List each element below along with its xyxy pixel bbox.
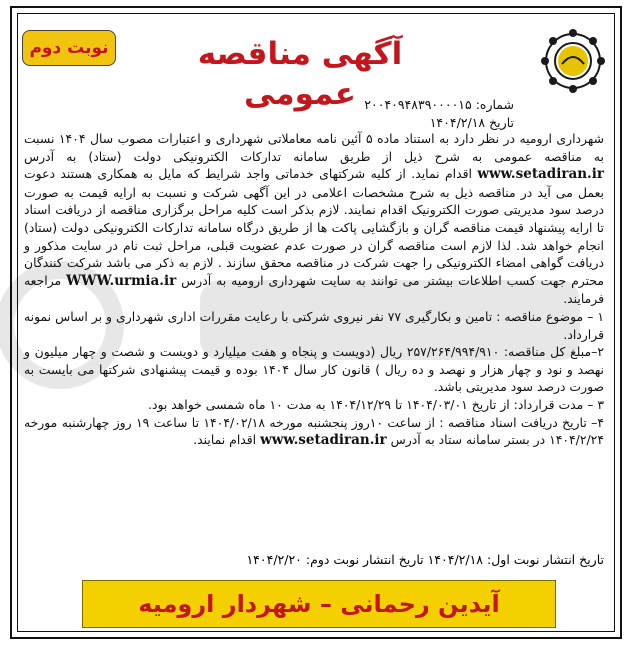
- item-document-date: [24, 414, 604, 450]
- item-duration: ۳ – مدت قرارداد: از تاریخ ۱۴۰۴/۰۳/۰۱ تا ۱۴۰۴/۱۲/۲۹ به مدت ۱۰ ماه شمسی خواهد بود.: [148, 396, 604, 412]
- notice-number: شماره: ۲۰۰۴۰۹۴۸۳۹۰۰۰۰۱۵: [364, 97, 514, 112]
- notice-body: [24, 130, 604, 450]
- setadiran-url[interactable]: www.setadiran.ir: [477, 166, 604, 183]
- item-document-date-tail: اقدام نمایند.: [193, 432, 257, 448]
- urmia-url[interactable]: WWW.urmia.ir: [66, 272, 177, 289]
- item-amount: ۲–مبلغ کل مناقصه: ۲۵۷/۲۶۴/۹۹۴/۹۱۰ ریال (دویست و پنجاه و هفت میلیارد و دویست و شصت و چهار میلیون و نهصد و نود و چهار هزار و نهصد و ده ریال ) قانون کار سال ۱۴۰۴ بوده و قیمت پیشنهادی شرکتها می بایست به صورت درصد سود مدیریتی باشد.: [24, 344, 604, 395]
- mayor-signature: آیدین رحمانی – شهردار ارومیه: [82, 580, 556, 628]
- second-round-badge: نوبت دوم: [22, 30, 116, 66]
- setadiran-url-2[interactable]: www.setadiran.ir: [260, 432, 387, 449]
- intro-paragraph: [24, 130, 604, 308]
- urmia-municipality-logo: [540, 28, 606, 94]
- notice-date: تاریخ ۱۴۰۴/۲/۱۸: [429, 115, 514, 130]
- item-document-date-text: ۴– تاریخ دریافت اسناد مناقصه : از ساعت ۱۰روز پنجشنبه مورخه ۱۴۰۴/۰۲/۱۸ تا ساعت ۱۹ روز چهارشنبه مورخه ۱۴۰۴/۲/۲۴ در بستر سامانه ستاد به آدرس: [24, 414, 604, 448]
- notice-title: آگهی مناقصه عمومی: [197, 36, 403, 112]
- intro-part-3: مراجعه فرمایند.: [24, 272, 604, 307]
- intro-part-1: شهرداری ارومیه در نظر دارد به استناد ماده ۵ آئین نامه معاملاتی شهرداری و اعتبارات مصوب سال ۱۴۰۴ نسبت به مناقصه عمومی به شرح ذیل از طریق سامانه تدارکات الکترونیکی دولت (ستاد) به آدرس: [24, 131, 604, 164]
- publication-dates: تاریخ انتشار نوبت اول: ۱۴۰۴/۲/۱۸ تاریخ انتشار نوبت دوم: ۱۴۰۴/۲/۲۰: [246, 552, 604, 567]
- intro-part-2: اقدام نماید. از کلیه شرکتهای خدماتی واجد شرایط که مایل به همکاری هستند دعوت بعمل می آید در مناقصه ذیل به شرح مشخصات اعلامی در این آگهی شرکت و نسبت به ارایه قیمت به صورت درصد سود مدیریتی صورت الکترونیک اقدام نمایند. لازم بذکر است کلیه مراحل برگزاری مناقصه از دریافت اسناد تا ارایه پیشنهاد قیمت مناقصه گران و بازگشایی پاکت ها از طریق درگاه سامانه تدارکات الکترونیکی دولت (ستاد) انجام خواهد شد. لذا لازم است مناقصه گران در صورت عدم عضویت قبلی، مراحل ثبت نام در سایت مذکور و دریافت گواهی امضاء الکترونیکی را جهت شرکت در مناقصه محقق سازند . لازم به ذکر می باشد شرکت کنندگان محترم جهت کسب اطلاعات بیشتر می توانند به سایت شهرداری ارومیه به آدرس: [24, 166, 604, 288]
- item-subject: ۱ – موضوع مناقصه : تامین و بکارگیری ۷۷ نفر نیروی شرکتی با رعایت مقررات اداری شهرداری و بر اساس نمونه قرارداد.: [24, 308, 604, 342]
